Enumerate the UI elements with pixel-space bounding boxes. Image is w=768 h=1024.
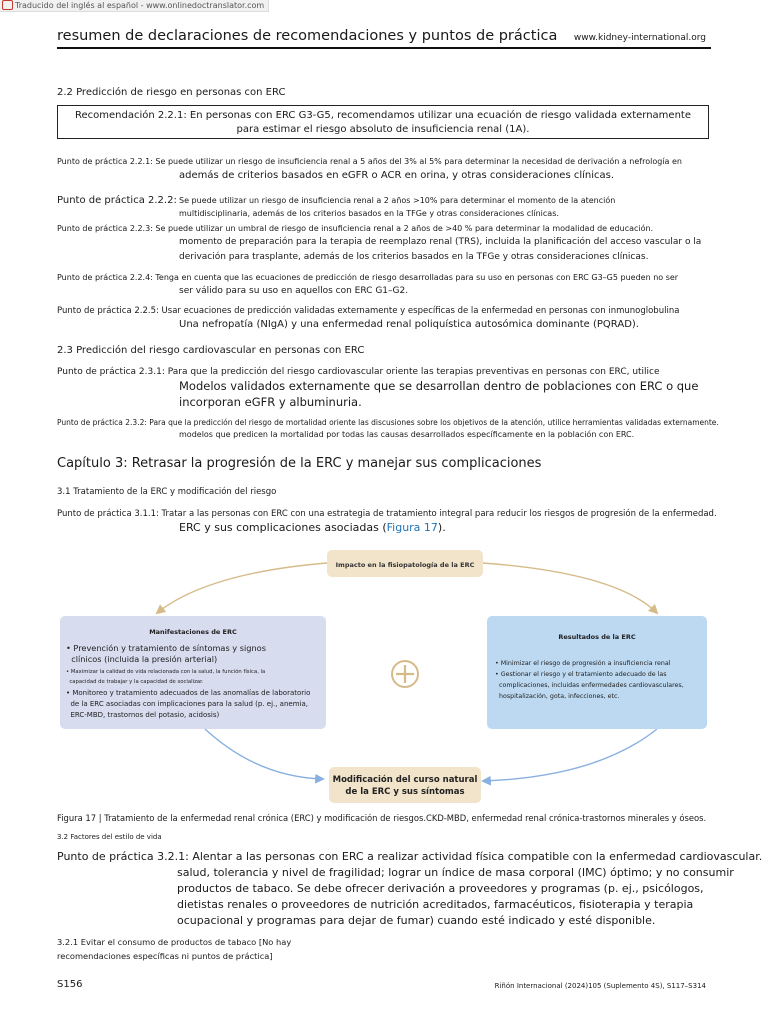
pp-line: Modelos validados externamente que se desarrollan dentro de poblaciones con ERC o que [179,379,699,393]
pp-line: dietistas renales o proveedores de nutrición acreditados, farmacéuticos, fisioterapia y terapia [177,898,694,911]
left-item: • Maximizar la calidad de vida relacionada con la salud, la función física, la [66,669,266,675]
pp-line: Una nefropatía (NIgA) y una enfermedad renal poliquística autosómica dominante (PQRAD). [179,319,639,330]
pp-line: Se puede utilizar un riesgo de insuficiencia renal a 2 años >10% para determinar el momento de la atención [179,196,616,205]
practice-point-2-2-4 [57,272,678,299]
section-line: 3.2.1 Evitar el consumo de productos de tabaco [No hay [57,937,292,947]
pp-line: Punto de práctica 2.2.1: Se puede utilizar un riesgo de insuficiencia renal a 5 años del 3% al 5% para determinar la necesidad de derivación a nefrología en [57,157,682,166]
header-rule [57,47,711,49]
right-item: complicaciones, incluidas enfermedades cardiovasculares, [495,682,684,689]
section-heading-2-3: 2.3 Predicción del riesgo cardiovascular en personas con ERC [57,345,365,356]
practice-point-2-3-1 [57,366,698,410]
pp-line: ocupacional y programas para dejar de fumar) cuando esté indicado y esté disponible. [177,914,656,927]
right-item: • Minimizar el riesgo de progresión a insuficiencia renal [495,660,671,667]
pp-line: productos de tabaco. Se debe ofrecer derivación a proveedores y programas (p. ej., psicólogos, [177,882,704,895]
right-box-title: Resultados de la ERC [558,633,636,641]
left-item: • Monitoreo y tratamiento adecuados de las anomalías de laboratorio [66,689,311,697]
recommendation-box-2-2-1 [57,105,709,139]
section-heading-2-2: 2.2 Predicción de riesgo en personas con ERC [57,87,286,98]
practice-point-2-2-2 [57,188,615,220]
pp-line: Punto de práctica 2.3.2: Para que la predicción del riesgo de mortalidad oriente las discusiones sobre los objetivos de la atención, utilice herramientas validadas externamente. [57,418,719,427]
pp-line: Punto de práctica 3.1.1: Tratar a las personas con ERC con una estrategia de tratamiento integral para reducir los riesgos de progresión de la enfermedad. [57,509,717,519]
page-number: S156 [57,979,83,990]
bottom-box-line2: de la ERC y sus síntomas [345,787,465,797]
section-heading-3-1: 3.1 Tratamiento de la ERC y modificación del riesgo [57,487,277,497]
left-box-title: Manifestaciones de ERC [149,628,237,636]
left-item: ERC-MBD, trastornos del potasio, acidosis) [66,711,220,719]
practice-point-2-3-2 [57,417,719,441]
pp-label: Punto de práctica 3.2.1: [57,850,193,863]
pp-line: multidisciplinaria, además de los criterios basados en la TFGe y otras consideraciones clínicas. [179,209,559,218]
pp-line: salud, tolerancia y nivel de fragilidad; lograr un índice de masa corporal (IMC) óptimo; y no consumir [177,866,734,879]
right-item: • Gestionar el riesgo y el tratamiento adecuado de las [495,671,667,678]
translator-banner[interactable] [0,0,269,12]
pp-line: derivación para trasplante, además de los criterios basados en la TFGe y otras consideraciones clínicas. [179,252,649,262]
pp-line: además de criterios basados en eGFR o ACR en orina, y otras consideraciones clínicas. [179,170,615,181]
right-item: hospitalización, gota, infecciones, etc. [495,693,620,700]
arrow-top-to-left [157,563,327,613]
pp-line: modelos que predicen la mortalidad por todas las causas desarrollados específicamente en la población con ERC. [179,430,635,439]
arrow-top-to-right [483,563,657,613]
arrow-left-to-bottom [205,729,323,779]
pp-line: Punto de práctica 2.3.1: Para que la predicción del riesgo cardiovascular oriente las terapias preventivas en personas con ERC, utilice [57,367,660,377]
section-line: recomendaciones específicas ni puntos de práctica] [57,951,273,961]
left-item: capacidad de trabajar y la capacidad de socializar. [66,679,204,685]
section-3-2-1 [57,935,291,963]
translate-icon [2,0,13,10]
footer-citation: Riñón Internacional (2024)105 (Suplemento 4S), S117–S314 [494,982,706,990]
pp-first-line [57,849,762,865]
recommendation-line-1: Recomendación 2.2.1: En personas con ERC G3-G5, recomendamos utilizar una ecuación de riesgo validada externamente [75,110,691,121]
left-item: • Prevención y tratamiento de síntomas y signos [66,643,266,653]
journal-url[interactable]: www.kidney-international.org [573,33,706,43]
bottom-box [329,767,481,803]
practice-point-3-2-1 [57,849,762,929]
figure-17-link[interactable]: Figura 17 [386,521,438,534]
practice-point-3-1-1 [57,508,717,536]
practice-point-2-2-5 [57,305,679,332]
pp-line: Punto de práctica 2.2.3: Se puede utilizar un umbral de riesgo de insuficiencia renal a 2 años de >40 % para determinar la modalidad de educación. [57,224,654,233]
pp-line: Punto de práctica 2.2.5: Usar ecuaciones de predicción validadas externamente y específicas de la enfermedad en personas con inmunoglobulina [57,306,680,316]
pp-text: ERC y sus complicaciones asociadas ( [179,521,387,534]
pp-line: Alentar a las personas con ERC a realizar actividad física compatible con la enfermedad cardiovascular. [192,850,763,863]
pp-line: momento de preparación para la terapia de reemplazo renal (TRS), incluida la planificación del acceso vascular o la [179,237,702,247]
section-heading-3-2: 3.2 Factores del estilo de vida [57,833,162,841]
left-item: clínicos (incluida la presión arterial) [66,654,218,664]
pp-line: incorporan eGFR y albuminuria. [179,395,362,409]
practice-point-2-2-3 [57,223,701,265]
figure-17-diagram [57,545,713,807]
pp-line: ser válido para su uso en aquellos con ERC G1–G2. [179,286,409,296]
arrow-right-to-bottom [483,729,657,781]
practice-point-2-2-1 [57,156,682,183]
pp-line [57,520,717,536]
figure-caption: Figura 17 | Tratamiento de la enfermedad renal crónica (ERC) y modificación de riesgos.CKD-MBD, enfermedad renal crónica-trastornos minerales y óseos. [57,813,707,823]
pp-text-end: ). [437,521,446,534]
running-title: resumen de declaraciones de recomendaciones y puntos de práctica [57,28,558,44]
pp-label: Punto de práctica 2.2.2: [57,195,177,206]
translator-text: Traducido del inglés al español - www.onlinedoctranslator.com [15,1,265,10]
recommendation-line-2: para estimar el riesgo absoluto de insuficiencia renal (1A). [236,124,530,135]
pp-line: Punto de práctica 2.2.4: Tenga en cuenta que las ecuaciones de predicción de riesgo desarrolladas para su uso en personas con ERC G3–G5 pueden no ser [57,273,679,282]
bottom-box-line1: Modificación del curso natural [332,775,478,785]
top-box-text: Impacto en la fisiopatología de la ERC [335,561,475,569]
chapter-title: Capítulo 3: Retrasar la progresión de la ERC y manejar sus complicaciones [57,456,542,471]
left-item: de la ERC asociadas con implicaciones para la salud (p. ej., anemia, [66,700,308,708]
